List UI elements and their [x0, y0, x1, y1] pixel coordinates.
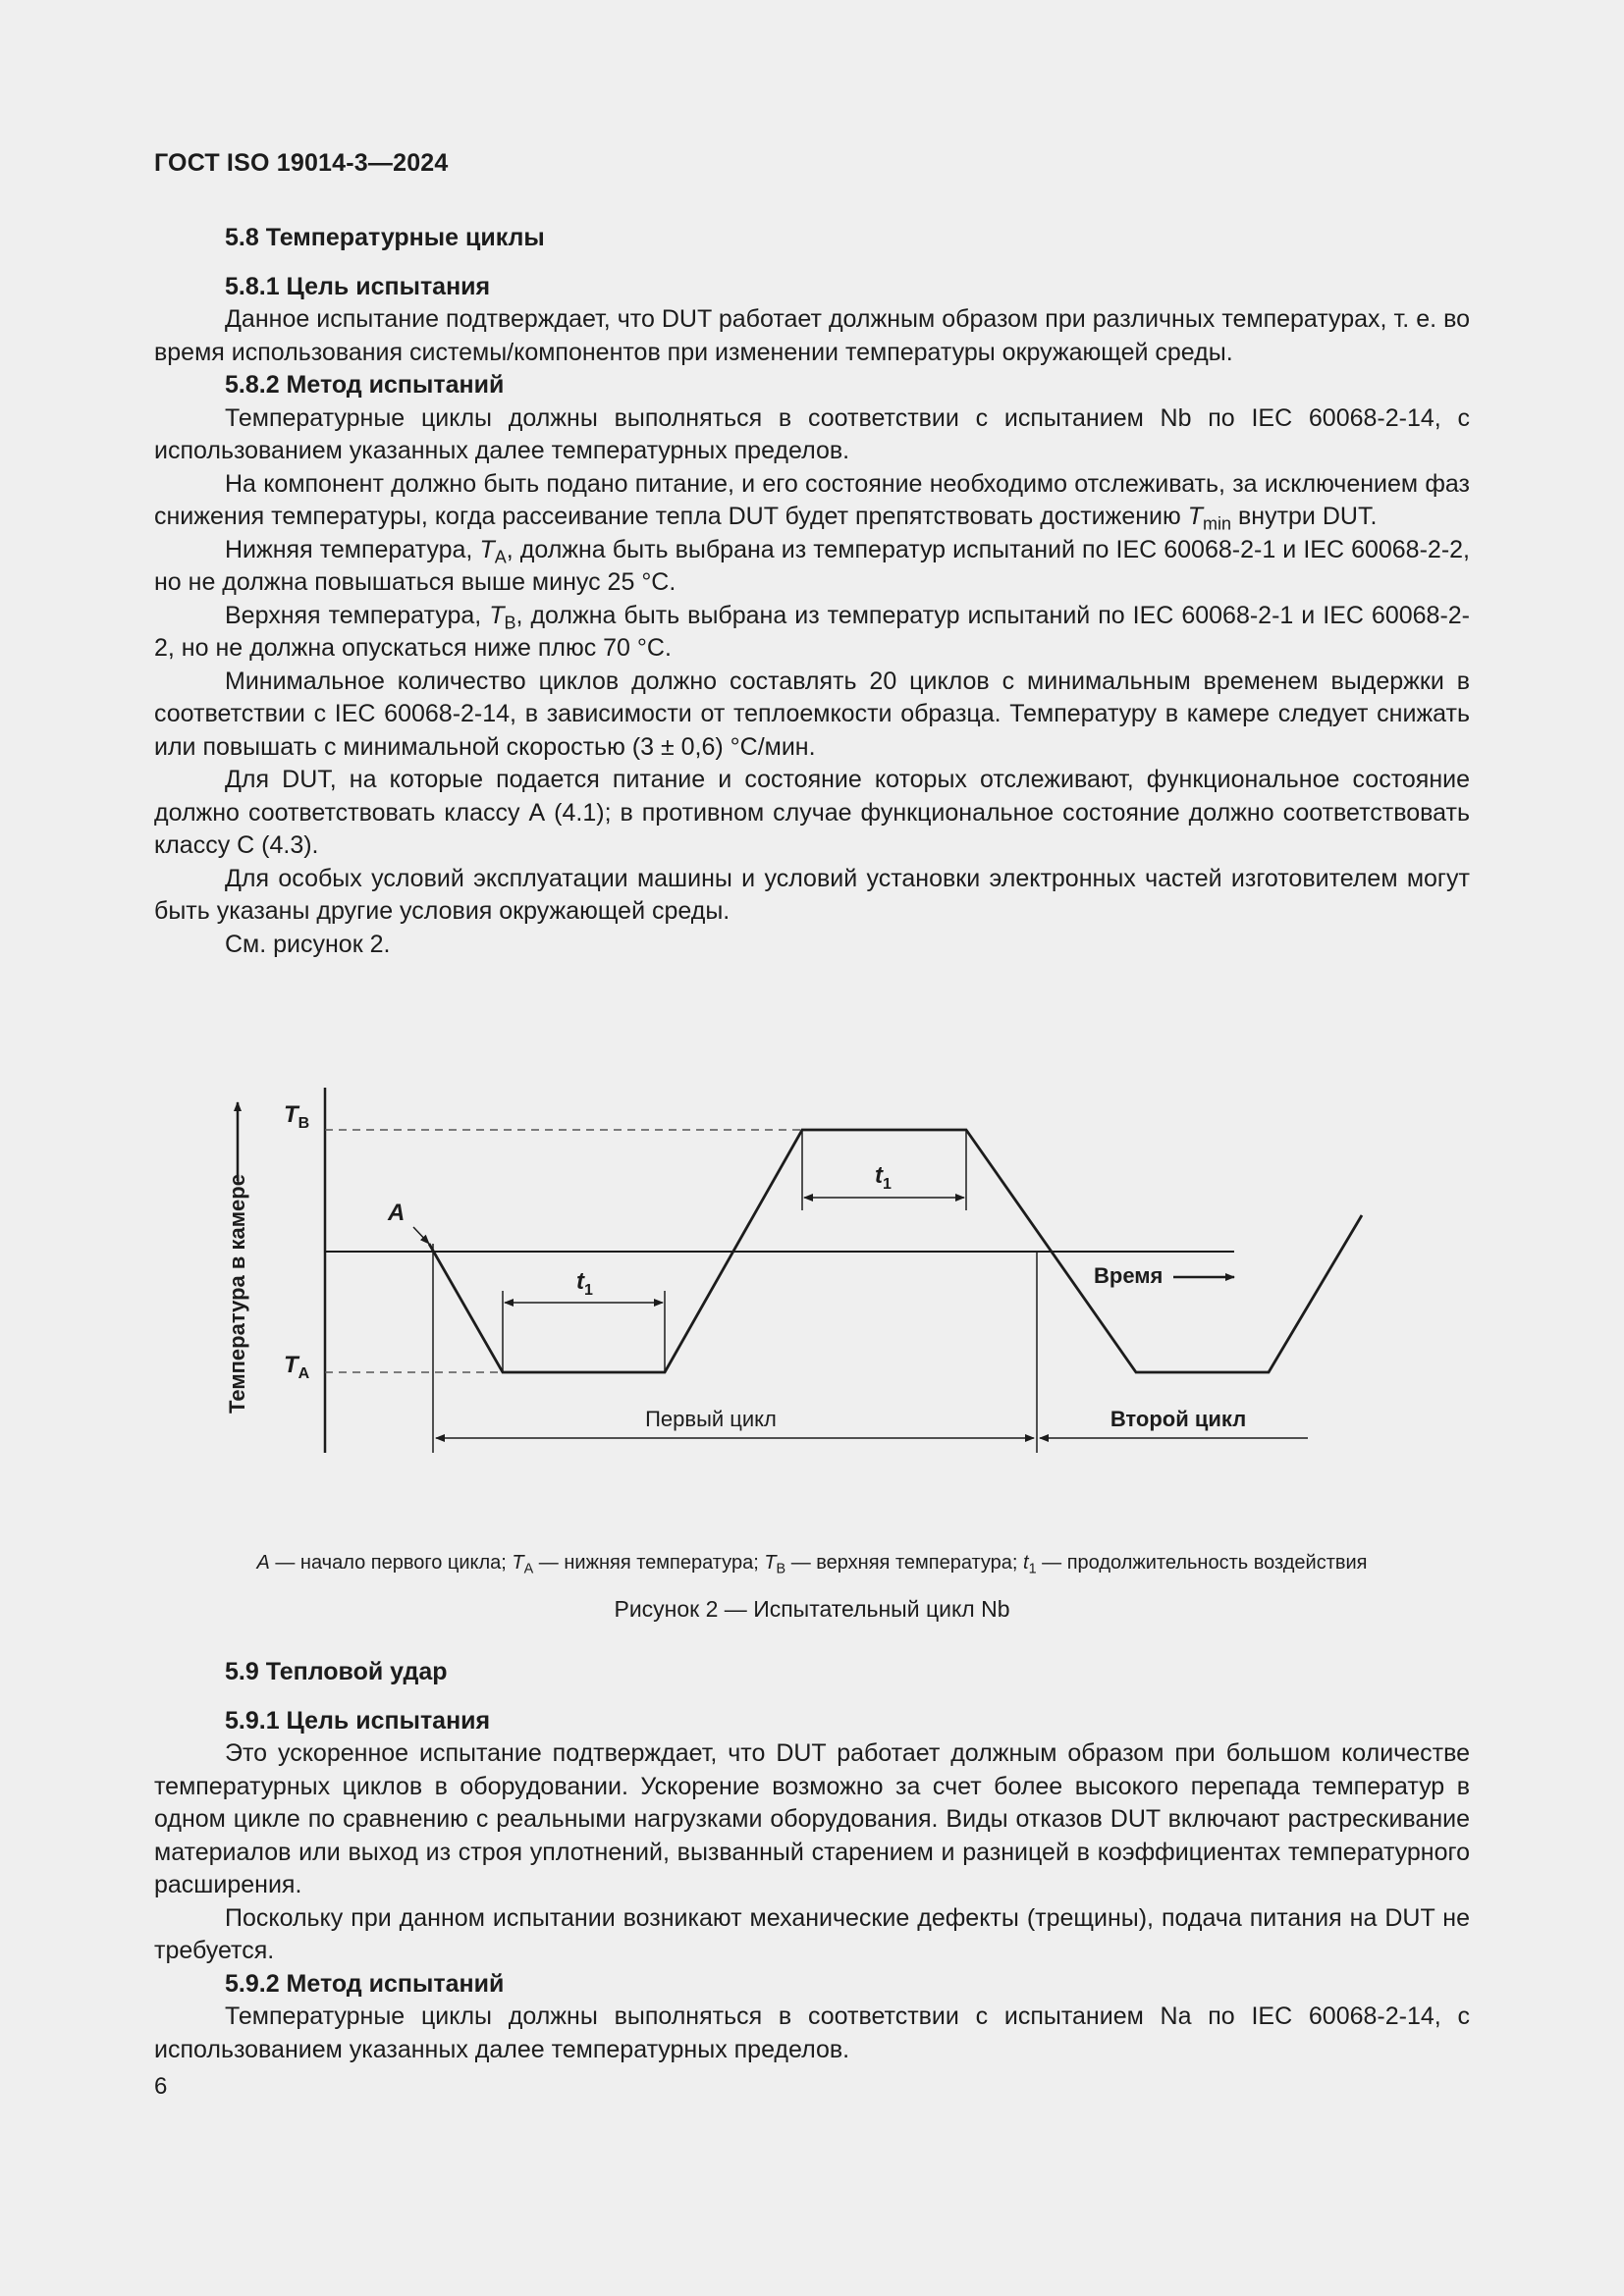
ta-label: $T_A$ — [284, 1352, 310, 1382]
tb-label: $T_B$ — [284, 1101, 310, 1132]
figure-caption: Рисунок 2 — Испытательный цикл Nb — [614, 1596, 1010, 1622]
a-pointer — [413, 1227, 429, 1244]
figure-legend: A — начало первого цикла; $T_A$ — нижняя температура; $T_B$ — верхняя температура; $t_1$ — продолжительность воздействия — [256, 1552, 1368, 1577]
paragraph: Температурные циклы должны выполняться в соответствии с испытанием Nb по IEC 60068-2-14, с использованием указанных далее температурных пределов. — [154, 403, 1470, 464]
paragraph: См. рисунок 2. — [225, 930, 391, 958]
section-5-9 — [154, 1656, 1470, 2066]
paragraph: Для особых условий эксплуатации машины и условий установки электронных частей изготовителем могут быть указаны другие условия окружающей среды. — [154, 864, 1470, 925]
paragraph: На компонент должно быть подано питание, и его состояние необходимо отслеживать, за исключением фаз снижения температуры, когда рассеивание тепла DUT будет препятствовать достижению $T_{min}$ внутри DUT. — [154, 469, 1470, 534]
document-header: ГОСТ ISO 19014-3—2024 — [154, 149, 449, 177]
paragraph: Поскольку при данном испытании возникают механические дефекты (трещины), подача питания на DUT не требуется. — [154, 1903, 1470, 1964]
second-cycle-label: Второй цикл — [1110, 1407, 1247, 1431]
subsection-title: 5.9.1 Цель испытания — [225, 1706, 491, 1735]
y-axis-label: Температура в камере — [225, 1174, 249, 1414]
section-title: 5.9 Тепловой удар — [225, 1658, 448, 1685]
figure-2 — [154, 1055, 1470, 1507]
paragraph: Данное испытание подтверждает, что DUT работает должным образом при различных температурах, т. е. во время использования системы/компонентов при изменении температуры окружающей среды. — [154, 305, 1470, 366]
cycle-diagram — [154, 1055, 1470, 1507]
section-title: 5.8 Температурные циклы — [225, 224, 545, 251]
paragraph: Температурные циклы должны выполняться в соответствии с испытанием Na по IEC 60068-2-14, с использованием указанных далее температурных пределов. — [154, 2002, 1470, 2063]
paragraph: Это ускоренное испытание подтверждает, что DUT работает должным образом при большом количестве температурных циклов в оборудовании. Ускорение возможно за счет более высокого перепада температур в одном цикле по сравнению с реальными нагрузками оборудования. Виды отказов DUT включают растрескивание материалов или выход из строя уплотнений, вызванный старением и разницей в коэффициентах температурного расширения. — [154, 1739, 1470, 1898]
first-cycle-label: Первый цикл — [645, 1407, 777, 1431]
a-label: A — [388, 1200, 406, 1226]
subsection-title: 5.8.1 Цель испытания — [225, 272, 491, 300]
page-number: 6 — [154, 2073, 168, 2100]
paragraph: Нижняя температура, $T_A$, должна быть выбрана из температур испытаний по IEC 60068-2-1 и IEC 60068-2-2, но не должна повышаться выше минус 25 °С. — [154, 535, 1470, 596]
t1-label-top: $t_1$ — [875, 1162, 892, 1193]
paragraph: Для DUT, на которые подается питание и состояние которых отслеживают, функциональное состояние должно соответствовать классу А (4.1); в противном случае функциональное состояние должно соответствовать классу С (4.3). — [154, 766, 1470, 859]
section-5-8 — [154, 222, 1470, 961]
paragraph: Минимальное количество циклов должно составлять 20 циклов с минимальным временем выдержки в соответствии с IEC 60068-2-14, в зависимости от теплоемкости образца. Температуру в камере следует снижать или повышать с минимальной скоростью (3 ± 0,6) °С/мин. — [154, 667, 1470, 761]
paragraph: Верхняя температура, $T_B$, должна быть выбрана из температур испытаний по IEC 60068-2-1 и IEC 60068-2-2, но не должна опускаться ниже плюс 70 °С. — [154, 601, 1471, 662]
t1-label-bottom: $t_1$ — [576, 1268, 593, 1299]
subsection-title: 5.8.2 Метод испытаний — [225, 371, 505, 399]
time-label: Время — [1094, 1263, 1164, 1288]
subsection-title: 5.9.2 Метод испытаний — [225, 1969, 505, 1998]
